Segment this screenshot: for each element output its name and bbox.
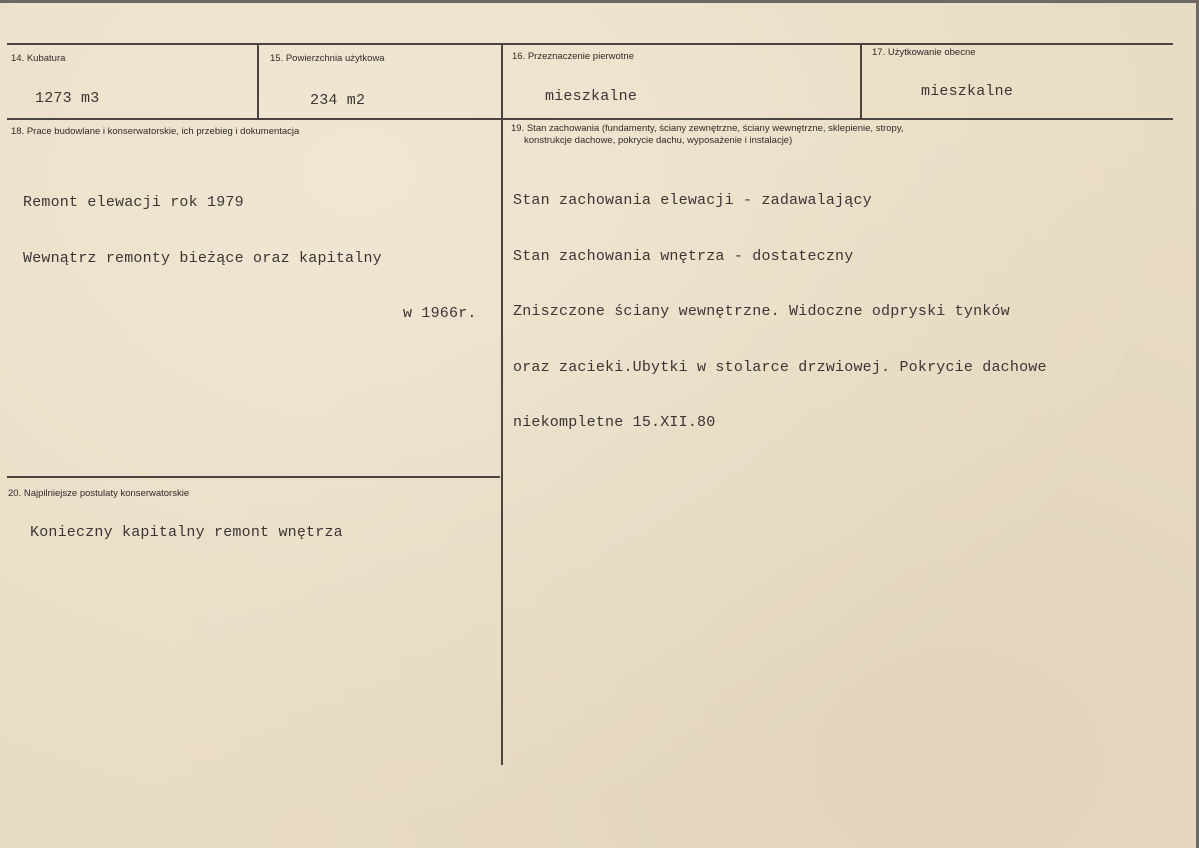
field-16-label: 16. Przeznaczenie pierwotne (512, 51, 634, 62)
field-19-line: Zniszczone ściany wewnętrzne. Widoczne odpryski tynków (513, 303, 1010, 320)
field-20-value: Konieczny kapitalny remont wnętrza (30, 524, 343, 541)
field-19-line: Stan zachowania wnętrza - dostateczny (513, 247, 854, 265)
field-19-label-cont: konstrukcje dachowe, pokrycie dachu, wyposażenie i instalacje) (524, 135, 793, 146)
field-19-label: 19. Stan zachowania (fundamenty, ściany zewnętrzne, ściany wewnętrzne, sklepienie, stropy, (511, 123, 904, 134)
field-17-value: mieszkalne (921, 83, 1014, 100)
divider-15-16 (501, 44, 503, 765)
field-18-line: w 1966r. (403, 305, 477, 322)
field-16-value: mieszkalne (545, 88, 638, 105)
field-19-line: Stan zachowania elewacji - zadawalający (513, 192, 872, 209)
field-18-label: 18. Prace budowlane i konserwatorskie, ich przebieg i dokumentacja (11, 126, 300, 137)
field-18-line: Wewnątrz remonty bieżące oraz kapitalny (23, 249, 382, 267)
field-17-label: 17. Użytkowanie obecne (872, 47, 976, 58)
field-14-value: 1273 m3 (35, 90, 100, 107)
inventory-card (0, 3, 1196, 848)
field-19-text (513, 155, 1153, 470)
top-rule (7, 43, 1173, 45)
divider-14-15 (257, 44, 259, 119)
field-15-value: 234 m2 (310, 92, 366, 109)
field-18-line: Remont elewacji rok 1979 (23, 194, 244, 211)
field-18-text (23, 157, 483, 361)
section-divider (7, 476, 500, 478)
divider-16-17 (860, 44, 862, 119)
field-15-label: 15. Powierzchnia użytkowa (270, 53, 385, 64)
field-14-label: 14. Kubatura (11, 53, 66, 64)
field-19-line: oraz zacieki.Ubytki w stolarce drzwiowej. Pokrycie dachowe (513, 358, 1047, 376)
row-divider (7, 118, 1173, 120)
field-19-line: niekompletne 15.XII.80 (513, 414, 716, 431)
field-20-label: 20. Najpilniejsze postulaty konserwatorskie (8, 488, 190, 499)
